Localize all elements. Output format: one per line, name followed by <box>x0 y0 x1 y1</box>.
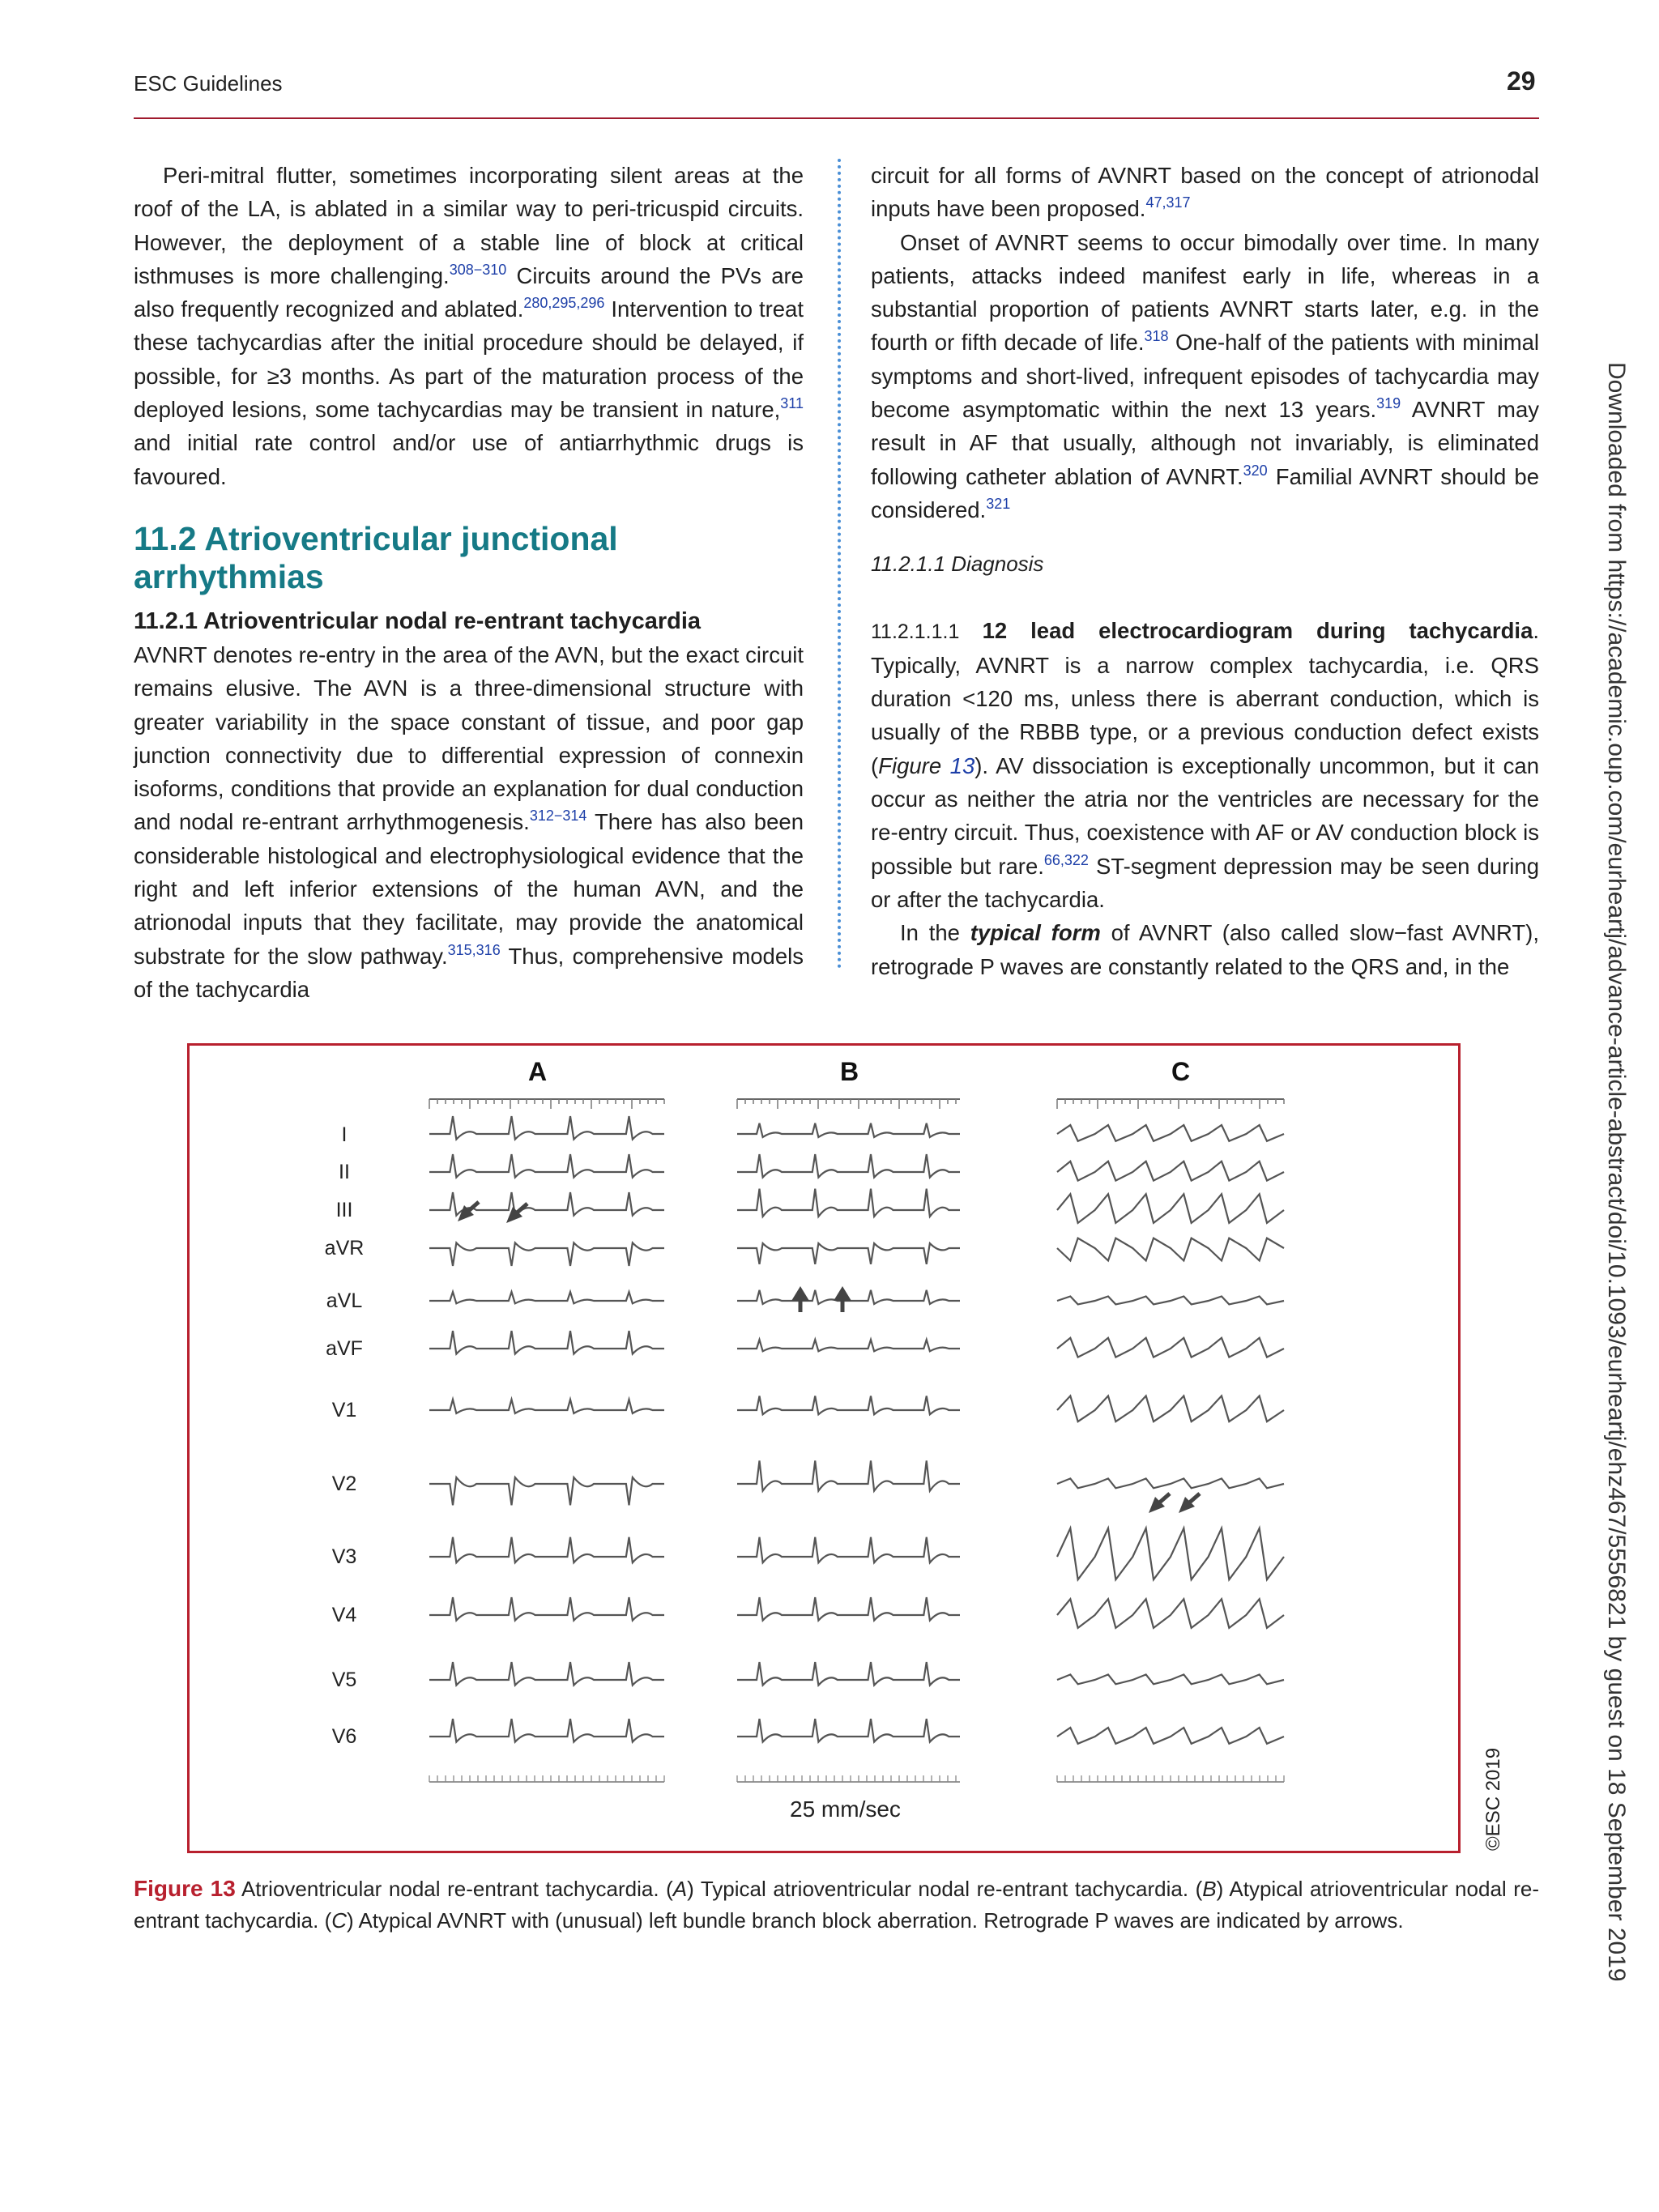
running-header: ESC Guidelines <box>134 71 283 96</box>
panel-label-a: A <box>528 1057 548 1086</box>
lead-label: aVF <box>326 1337 363 1360</box>
ecg-trace <box>429 1597 664 1621</box>
paragraph-ecg: 11.2.1.1.1 12 lead electrocardiogram during tachycardia. Typically, AVNRT is a narrow complex tachycardia, i.e. QRS duration <120 ms, unless there is aberrant conduction, which is usually of the RBBB type, or a previous conduction defect exists (Figure 13). AV dissociation is exceptionally uncommon, but it can occur as neither the atria nor the ventricles are necessary for the re-entry circuit. Thus, coexistence with AF or AV conduction block is possible but rare.$^{66,322}$ ST-segment depression may be seen during or after the tachycardia. <box>871 617 1540 912</box>
ecg-trace <box>1057 1161 1284 1181</box>
reference[interactable]: 308−310 <box>449 261 507 278</box>
ecg-trace <box>1057 1478 1284 1488</box>
reference[interactable]: 66,322 <box>1043 851 1089 868</box>
download-notice: Downloaded from https://academic.oup.com/eurheartj/advance-article-abstract/doi/10.1093/eurheartj/ehz467/5556821 by guest on 18 September 2019 <box>1603 362 1630 1982</box>
ecg-trace <box>429 1400 664 1413</box>
reference[interactable]: 315,316 <box>447 941 501 958</box>
paper-speed-label: 25 mm/sec <box>790 1796 901 1822</box>
ecg-trace <box>737 1243 960 1264</box>
ecg-trace <box>737 1662 960 1686</box>
lead-label: aVR <box>324 1237 365 1259</box>
subsubsection-heading: 11.2.1.1 Diagnosis <box>871 552 1044 577</box>
paragraph-circuit: circuit for all forms of AVNRT based on the concept of atrionodal inputs have been proposed.$^{47,317}$ <box>871 163 1539 222</box>
ecg-trace <box>737 1537 960 1562</box>
panel-label-b: B <box>840 1057 859 1086</box>
section-heading: 11.2 Atrioventricular junctional arrhythmias <box>134 519 618 595</box>
ecg-trace <box>1057 1396 1284 1421</box>
ecg-trace <box>737 1154 960 1178</box>
ecg-trace <box>429 1242 664 1266</box>
ecg-trace <box>429 1116 664 1140</box>
arrow-shaft <box>1157 1494 1170 1505</box>
lead-label: III <box>335 1199 353 1221</box>
lead-label: II <box>339 1161 350 1183</box>
ecg-trace <box>1057 1599 1284 1628</box>
ecg-trace <box>1057 1528 1284 1579</box>
ecg-trace <box>429 1662 664 1686</box>
ecg-trace <box>737 1396 960 1414</box>
panel-label-c: C <box>1171 1057 1191 1086</box>
ecg-trace <box>737 1189 960 1217</box>
reference[interactable]: 312−314 <box>529 808 587 825</box>
lead-label: V6 <box>331 1725 357 1748</box>
ecg-trace <box>737 1340 960 1351</box>
ecg-trace <box>737 1597 960 1621</box>
ecg-trace <box>429 1537 664 1562</box>
reference[interactable]: 321 <box>986 495 1011 512</box>
copyright-notice: ©ESC 2019 <box>1482 1747 1504 1851</box>
lead-label: V4 <box>331 1604 357 1626</box>
figure-reference[interactable]: Figure 13 <box>878 752 975 778</box>
ecg-trace <box>429 1292 664 1303</box>
ecg-trace <box>1057 1238 1284 1261</box>
ecg-trace <box>1057 1297 1284 1305</box>
ecg-trace <box>1057 1674 1284 1684</box>
reference[interactable]: 311 <box>780 395 804 412</box>
figure-caption: Figure 13 Atrioventricular nodal re-entrant tachycardia. (A) Typical atrioventricular nodal re-entrant tachycardia. (B) Atypical atrioventricular nodal re-entrant tachycardia. (C) Atypical AVNRT with (unusual) left bundle branch block aberration. Retrograde P waves are indicated by arrows. <box>134 1876 1540 1933</box>
ecg-trace <box>737 1460 960 1490</box>
arrow-shaft <box>1187 1494 1200 1505</box>
page-number: 29 <box>1507 66 1536 96</box>
ecg-trace <box>737 1719 960 1742</box>
reference[interactable]: 318 <box>1144 328 1169 345</box>
paragraph-typical-form: In the typical form of AVNRT (also called slow−fast AVNRT), retrograde P waves are constantly related to the QRS and, in the <box>871 920 1539 979</box>
lead-label: I <box>341 1123 348 1146</box>
subsection-heading: 11.2.1 Atrioventricular nodal re-entrant tachycardia <box>134 607 702 634</box>
ecg-trace <box>429 1154 664 1178</box>
lead-label: aVL <box>326 1289 363 1312</box>
lead-label: V3 <box>331 1545 357 1568</box>
lead-label: V5 <box>331 1669 357 1691</box>
ecg-trace <box>1057 1194 1284 1223</box>
ecg-trace <box>737 1123 960 1137</box>
paragraph-peri-mitral: Peri-mitral flutter, sometimes incorporating silent areas at the roof of the LA, is ablated in a similar way to peri-tricuspid circuits. However, the deployment of a stable line of block at critical isthmuses is more challenging.$^{308-310}$ Circuits around the PVs are also frequently recognized and ablated.$^{280,295,296}$ Intervention to treat these tachycardias after the initial procedure should be delayed, if possible, for ≥3 months. As part of the maturation process of the deployed lesions, some tachycardias may be transient in nature,$^{311}$ and initial rate control and/or use of antiarrhythmic drugs is favoured. <box>134 163 804 489</box>
ecg-trace <box>429 1719 664 1742</box>
ecg-trace <box>429 1331 664 1354</box>
ecg-trace <box>1057 1338 1284 1357</box>
paragraph-onset: Onset of AVNRT seems to occur bimodally over time. In many patients, attacks indeed manifest early in life, whereas in a substantial proportion of patients AVNRT starts later, e.g. in the fourth or fifth decade of life.$^{318}$ One-half of the patients with minimal symptoms and short-lived, infrequent episodes of tachycardia may become asymptomatic within the next 13 years.$^{319}$ AVNRT may result in AF that usually, although not invariably, is eliminated following catheter ablation of AVNRT.$^{320}$ Familial AVNRT should be considered.$^{321}$ <box>871 229 1540 522</box>
lead-label: V2 <box>331 1473 357 1495</box>
ecg-trace <box>1057 1728 1284 1744</box>
reference[interactable]: 280,295,296 <box>523 295 605 312</box>
ecg-trace <box>1057 1125 1284 1141</box>
lead-label: V1 <box>331 1399 357 1421</box>
ecg-trace <box>429 1477 664 1505</box>
reference[interactable]: 320 <box>1243 462 1268 479</box>
reference[interactable]: 319 <box>1376 395 1401 412</box>
paragraph-avnrt: AVNRT denotes re-entry in the area of the AVN, but the exact circuit remains elusive. The AVN is a three-dimensional structure with greater variability in the space constant of tissue, and poor gap junction connectivity due to differential expression of connexin isoforms, conditions that provide an explanation for dual conduction and nodal re-entrant arrhythmogenesis.$^{312-314}$ There has also been considerable histological and electrophysiological evidence that the right and left inferior extensions of the human AVN, and the atrionodal inputs that they facilitate, may provide the anatomical substrate for the slow pathway.$^{315,316}$ Thus, comprehensive models of the tachycardia <box>134 641 804 1002</box>
reference[interactable]: 47,317 <box>1145 194 1191 211</box>
